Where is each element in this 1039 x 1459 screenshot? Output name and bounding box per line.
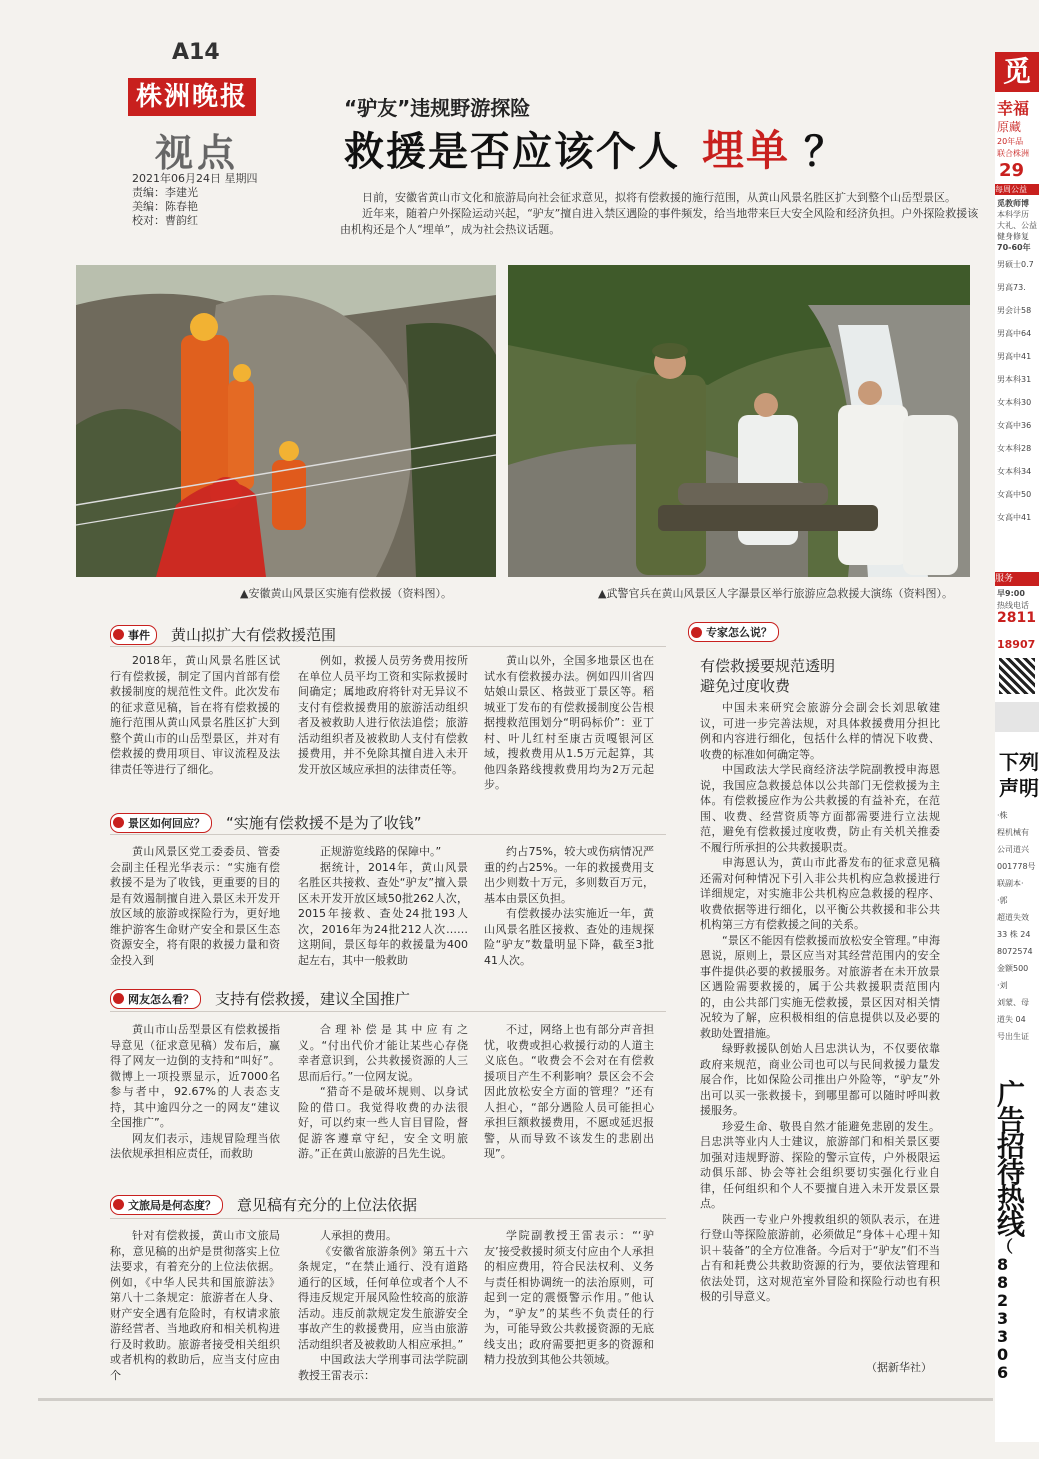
strip-hotline-label: 热线电话	[997, 601, 1029, 610]
section-scenic-header	[110, 812, 422, 833]
scenic-col1-para: 黄山风景区党工委委员、管委会副主任程光华表示：“实施有偿救援不是为了收钱，更重要的目的是有效遏制擅自进入景区未开发开放区域的旅游或探险行为，更好地维护游客生命财产安全和景区生态资源安全，将有限的救援力量和资金投入到	[110, 845, 280, 967]
intro-para-2: 近年来，随着户外探险运动兴起，“驴友”擅自进入禁区遇险的事件频发，给当地带来巨大安全风险和经济负担。户外探险救援该由机构还是个人“埋单”，成为社会热议话题。	[340, 207, 979, 236]
page-bottom-rule	[38, 1398, 993, 1401]
adjacent-page-strip	[995, 52, 1039, 1442]
strip-phone: 18907	[997, 638, 1036, 651]
newspaper-masthead: 株洲晚报	[128, 78, 256, 116]
strip-ad: 本科学历	[997, 210, 1029, 219]
expert-subtitle	[700, 656, 835, 696]
strip-notice: ·郭	[997, 896, 1008, 905]
strip-big-char: 8	[997, 1255, 1009, 1274]
headline-main: 救援是否应该个人	[344, 128, 680, 175]
strip-ad: 女本科28	[997, 444, 1032, 453]
netizen-col1-para-1: 黄山市山岳型景区有偿救援指导意见（征求意见稿）发布后，赢得了网友一边倒的支持和“叫好”。微博上一项投票显示，近7000名参与者中，92.67%的人表态支持，其中逾四分之一的网友“建议全国推广”。	[110, 1023, 280, 1129]
designer-credit: 美编：陈春艳	[132, 200, 198, 213]
strip-line-4: 联合株洲	[997, 149, 1029, 158]
event-col3-para: 黄山以外，全国多地景区也在试水有偿救援办法。例如四川省四姑娘山景区、格鼓亚丁景区等。稻城亚丁发布的有偿救援制度公告根据搜救范围划分“明码标价”：亚丁村、叶儿红村至康古贡嘎银河区域，搜救费用从1.5万元起算，其他四条路线搜救费用均为2万元起步。	[484, 654, 654, 791]
strip-big-char: 3	[997, 1309, 1009, 1328]
netizen-column-1	[110, 1022, 280, 1187]
strip-notice: 号出生证	[997, 1032, 1029, 1041]
culture-col2-para-1: 人承担的费用。	[320, 1229, 397, 1242]
strip-number-1: 29	[999, 160, 1025, 181]
event-column-3	[484, 653, 654, 803]
strip-heading-1: 下列	[999, 750, 1039, 774]
section-scenic-title: “实施有偿救援不是为了收钱”	[226, 814, 422, 832]
section-netizen-title: 支持有偿救援，建议全国推广	[215, 990, 411, 1008]
culture-col2-para-2: 《安徽省旅游条例》第五十六条规定，“在禁止通行、没有道路通行的区域，任何单位或者个人不得违反规定开展风险性较高的旅游活动。违反前款规定发生旅游安全事故产生的救援费用，应当由旅游活动组织者及被救助人相应承担。”	[298, 1244, 468, 1351]
strip-heading-2: 声明	[999, 776, 1039, 800]
strip-notice: 刘蒙、母	[997, 998, 1029, 1007]
event-column-2	[298, 653, 468, 803]
scenic-col2-para-1: 正规游览线路的保障中。”	[320, 845, 442, 858]
strip-big-char: 招	[997, 1130, 1026, 1163]
headline-highlight: 埋单	[702, 126, 791, 175]
strip-ad: 70-60年	[997, 243, 1031, 252]
expert-para-6: 珍爱生命、敬畏自然才能避免悲剧的发生。吕忠洪等业内人士建议，旅游部门和相关景区要加强对违规野游、探险的警示宣传，户外极限运动俱乐部、协会等社会组织要切实强化行业自律，任何组织和个人不要擅自进入未开发景区景点。	[700, 1119, 940, 1210]
strip-notice: 33 株 24	[997, 930, 1031, 939]
rescue-photo-1	[76, 265, 496, 577]
tag-dot-icon	[113, 817, 124, 828]
strip-notice: 道失 04	[997, 1015, 1026, 1024]
section-netizen-tag-text: 网友怎么看？	[128, 992, 194, 1006]
culture-column-1	[110, 1228, 280, 1388]
strip-notice: ·刘	[997, 981, 1008, 990]
netizen-col3-para: 不过，网络上也有部分声音担忧，收费或担心救援行动的人道主义底色。“收费会不会对在有偿救援项目产生不利影响？景区会不会因此放松安全方面的管理？”还有人担心，“部分遇险人员可能担心承担巨额救援费用，不愿或延迟报警，从而导致不该发生的悲剧出现”。	[484, 1023, 654, 1160]
netizen-col2-para-2: “猎奇不是破坏规则、以身试险的借口。我觉得收费的办法很好，可以约束一些人盲目冒险，督促游客遵章守纪，安全文明旅游。”正在黄山旅游的吕先生说。	[298, 1085, 468, 1160]
tag-dot-icon	[113, 993, 124, 1004]
photo-2-caption: ▲武警官兵在黄山风景区人字瀑景区举行旅游应急救援大演练（资料图）。	[598, 587, 953, 600]
expert-source: （据新华社）	[866, 1361, 932, 1374]
scenic-col3-para-2: 有偿救援办法实施近一年，黄山风景名胜区接救、查处的违规探险“驴友”数量明显下降，截至3批41人次。	[484, 907, 654, 967]
page-headline	[344, 118, 846, 178]
strip-big-char: 广	[997, 1078, 1026, 1111]
strip-line-1: 幸福	[997, 99, 1030, 118]
section-expert-tag-text: 专家怎么说？	[706, 626, 772, 639]
section-scenic-rule	[110, 834, 666, 835]
issue-meta	[132, 172, 258, 228]
strip-big-char: 2	[997, 1291, 1009, 1310]
rescue-photo-2	[508, 265, 970, 577]
scenic-column-2	[298, 844, 468, 974]
section-culture-rule	[110, 1218, 666, 1219]
expert-para-5: 绿野救援队创始人吕忠洪认为，不仅要依靠政府来规范，商业公司也可以与民间救援力量发展合作，比如保险公司推出户外险等，“驴友”外出可以买一张救援卡，到哪里都可以随时呼叫救援服务。	[700, 1042, 940, 1117]
strip-ad: 女高中50	[997, 490, 1032, 499]
strip-ads-list	[997, 198, 1039, 523]
strip-ad: 女本科30	[997, 398, 1032, 407]
section-culture-tag-text: 文旅局是何态度？	[128, 1198, 216, 1212]
culture-column-2	[298, 1228, 468, 1388]
scenic-col3-para-1: 约占75%，较大或伤病情况严重的约占25%。一年的救援费用支出少则数十万元，多则数百万元，基本由景区负担。	[484, 845, 654, 905]
strip-ad: 女高中36	[997, 421, 1032, 430]
strip-ad-block	[995, 702, 1039, 732]
section-expert-header	[688, 622, 779, 642]
strip-notice: 公司道兴	[997, 845, 1029, 854]
strip-notice: ·株	[997, 811, 1008, 820]
editor-credit: 责编：李建光	[132, 186, 198, 199]
strip-ad: 大礼、公益	[997, 221, 1037, 230]
expert-para-4: “景区不能因有偿救援而放松安全管理。”申海恩说，原则上，景区应当对其经营范围内的安全事件提供必要的救援服务。对旅游者在未开放景区遇险需要救援的，属于公共救援职责范围内的，由公共部门实施无偿救援，景区因对相关情况较为了解，应积极相组的信息提供以及必要的救助处置措施。	[700, 933, 940, 1040]
strip-ad: 男高73.	[997, 283, 1026, 292]
strip-notice: 程机械有	[997, 828, 1029, 837]
strip-ad: 男高中41	[997, 352, 1032, 361]
strip-notice: 超道失效	[997, 913, 1029, 922]
section-event-title: 黄山拟扩大有偿救援范围	[171, 626, 337, 644]
event-col1-para: 2018年，黄山风景名胜区试行有偿救援，制定了国内首部有偿救援制度的规范性文件。此次发布的征求意见稿，旨在将有偿救援的施行范围从黄山风景名胜区扩大到整个黄山市的山岳型景区，并对有偿救援的费用项目、审议流程及法律责任等进行了细化。	[110, 654, 280, 776]
strip-ad: 男高中64	[997, 329, 1032, 338]
strip-top-char: 觅	[995, 52, 1039, 92]
expert-subtitle-line-2: 避免过度收费	[700, 677, 791, 695]
section-culture-header	[110, 1194, 417, 1215]
strip-notice: 8072574	[997, 947, 1033, 956]
strip-ad: 女高中41	[997, 513, 1032, 522]
event-column-1	[110, 653, 280, 803]
strip-big-ad	[997, 1078, 1039, 1382]
strip-notice: 001778号	[997, 862, 1036, 871]
section-netizen-header	[110, 988, 410, 1009]
headline-question: ？	[804, 128, 847, 175]
issue-date: 2021年06月24日 星期四	[132, 172, 258, 185]
expert-para-3: 申海恩认为，黄山市此番发布的征求意见稿还需对何种情况下引入非公共机构应急救援进行详细规定，对实施非公共机构应急救援的程序、收费依据等进行细化，以平衡公共救援和非公共机构第三方有偿救援之间的关系。	[700, 856, 940, 931]
strip-big-char: 8	[997, 1273, 1009, 1292]
strip-notices	[997, 810, 1039, 1042]
rescue-photo-1-image	[76, 265, 496, 577]
strip-service: 服务	[995, 572, 1039, 586]
section-event-header	[110, 624, 336, 645]
culture-column-3	[484, 1228, 654, 1388]
tag-dot-icon	[113, 629, 124, 640]
strip-hours: 早9:00	[997, 589, 1025, 598]
strip-ad: 男硕士0.7	[997, 260, 1034, 269]
expert-column	[700, 700, 940, 1355]
strip-notice: 联副本·	[997, 879, 1024, 888]
netizen-col1-para-2: 网友们表示，违规冒险理当依法依规承担相应责任，而救助	[110, 1131, 280, 1160]
culture-col1-para: 针对有偿救援，黄山市文旅局称，意见稿的出炉是贯彻落实上位法要求，有着充分的上位法依据。例如，《中华人民共和国旅游法》第八十二条规定：旅游者在人身、财产安全遇有危险时，有权请求旅游经营者、当地政府和相关机构进行及时救助。旅游者接受相关组织或者机构的救助后，应当支付应由个	[110, 1229, 280, 1382]
proofreader-credit: 校对：曹韵红	[132, 214, 198, 227]
culture-col2-para-3: 中国政法大学刑事司法学院副教授王雷表示：	[298, 1353, 468, 1382]
section-scenic-tag	[110, 813, 212, 833]
netizen-column-3	[484, 1022, 654, 1187]
intro-lede	[340, 190, 980, 238]
scenic-column-3	[484, 844, 654, 974]
section-netizen-tag	[110, 989, 201, 1009]
strip-big-char: 待	[997, 1156, 1026, 1189]
event-col2-para: 例如，救援人员劳务费用按所在单位人员平均工资和实际救援时间确定；属地政府将针对无异议不支付有偿救援费用的旅游活动组织者及被救助人进行依法追偿；旅游活动组织者及被救助人支付有偿救援费用，并不免除其擅自进入未开发开放区域应承担的法律责任等。	[298, 654, 468, 776]
strip-ad: 男本科31	[997, 375, 1032, 384]
section-culture-tag	[110, 1195, 223, 1215]
headline-kicker: “驴友”违规野游探险	[344, 96, 531, 120]
section-name: 视点	[155, 130, 240, 175]
strip-hotline: 2811	[997, 610, 1036, 626]
strip-ad: 健身修复	[997, 232, 1029, 241]
section-event-tag	[110, 625, 157, 645]
page-number: A14	[172, 40, 220, 65]
strip-ad: 男会计58	[997, 306, 1032, 315]
expert-para-7: 陕西一专业户外搜救组织的领队表示，在进行登山等探险旅游前，必须做足“身体＋心理＋知识＋装备”的全方位准备。今后对于“驴友”们不当占有和耗费公共救助资源的行为，要依法管理和依法处罚，这对规范室外冒险和探险行动也有积极的引导意义。	[700, 1212, 940, 1303]
tag-dot-icon	[691, 627, 702, 638]
strip-big-char: 6	[997, 1363, 1009, 1382]
strip-big-char: 告	[997, 1104, 1026, 1137]
strip-ad: 女本科34	[997, 467, 1032, 476]
scenic-col2-para-2: 据统计，2014年，黄山风景名胜区共接救、查处“驴友”擅入景区未开发开放区域50批262人次，2015年接救、查处24批193人次，2016年为24批212人次……这期间，景区每年的救援量为400起左右，其中一般救助	[298, 860, 468, 967]
strip-ad: 觅教师博	[997, 199, 1029, 208]
culture-col3-para: 学院副教授王雷表示：“‘驴友’接受救援时须支付应由个人承担的相应费用，符合民法权利、义务与责任相协调统一的法治原则，可起到一定的震慑警示作用。”他认为，“驴友”的某些不负责任的行为，可能导致公共救援资源的无底线支出；政府需要把更多的资源和精力投放到其他公共领域。	[484, 1229, 654, 1366]
strip-line-5: 每周公益	[995, 184, 1039, 195]
section-scenic-tag-text: 景区如何回应？	[128, 816, 205, 830]
section-event-rule	[110, 646, 666, 647]
expert-subtitle-line-1: 有偿救援要规范透明	[700, 657, 836, 675]
qr-code	[999, 658, 1035, 694]
expert-para-2: 中国政法大学民商经济法学院副教授申海恩说，我国应急救援总体以公共部门无偿救援为主体。有偿救援应作为公共救援的有益补充，在范围、收费、经营资质等方面都需要进行立法规范，避免有偿救援过度收费，防止有关机关推委不履行所承担的公共救援职责。	[700, 763, 940, 854]
netizen-column-2	[298, 1022, 468, 1187]
tag-dot-icon	[113, 1199, 124, 1210]
strip-big-char: 0	[997, 1345, 1009, 1364]
section-expert-tag	[688, 622, 779, 642]
section-event-tag-text: 事件	[128, 628, 150, 642]
intro-para-1: 日前，安徽省黄山市文化和旅游局向社会征求意见，拟将有偿救援的施行范围，从黄山风景名胜区扩大到整个山岳型景区。	[362, 191, 956, 204]
strip-big-char: （	[997, 1237, 1014, 1256]
section-culture-title: 意见稿有充分的上位法依据	[237, 1196, 418, 1214]
strip-line-3: 20年品	[997, 137, 1024, 146]
strip-notice: 金额500	[997, 964, 1029, 973]
strip-line-2: 原藏	[997, 120, 1022, 134]
strip-big-char: 3	[997, 1327, 1009, 1346]
scenic-column-1	[110, 844, 280, 974]
rescue-photo-2-image	[508, 265, 970, 577]
expert-para-1: 中国未来研究会旅游分会副会长刘思敏建议，可进一步完善法规，对具体救援费用分担比例和内容进行细化，包括什么样的情况下收费、收费的标准如何确定等。	[700, 701, 940, 761]
photo-1-caption: ▲安徽黄山风景区实施有偿救援（资料图）。	[240, 587, 452, 600]
netizen-col2-para-1: 合理补偿是其中应有之义。“付出代价才能让某些心存侥幸者意识到，公共救援资源的人三思而后行。”一位网友说。	[298, 1023, 468, 1083]
strip-big-char: 线	[997, 1208, 1026, 1241]
section-netizen-rule	[110, 1011, 666, 1012]
strip-big-char: 热	[997, 1182, 1026, 1215]
